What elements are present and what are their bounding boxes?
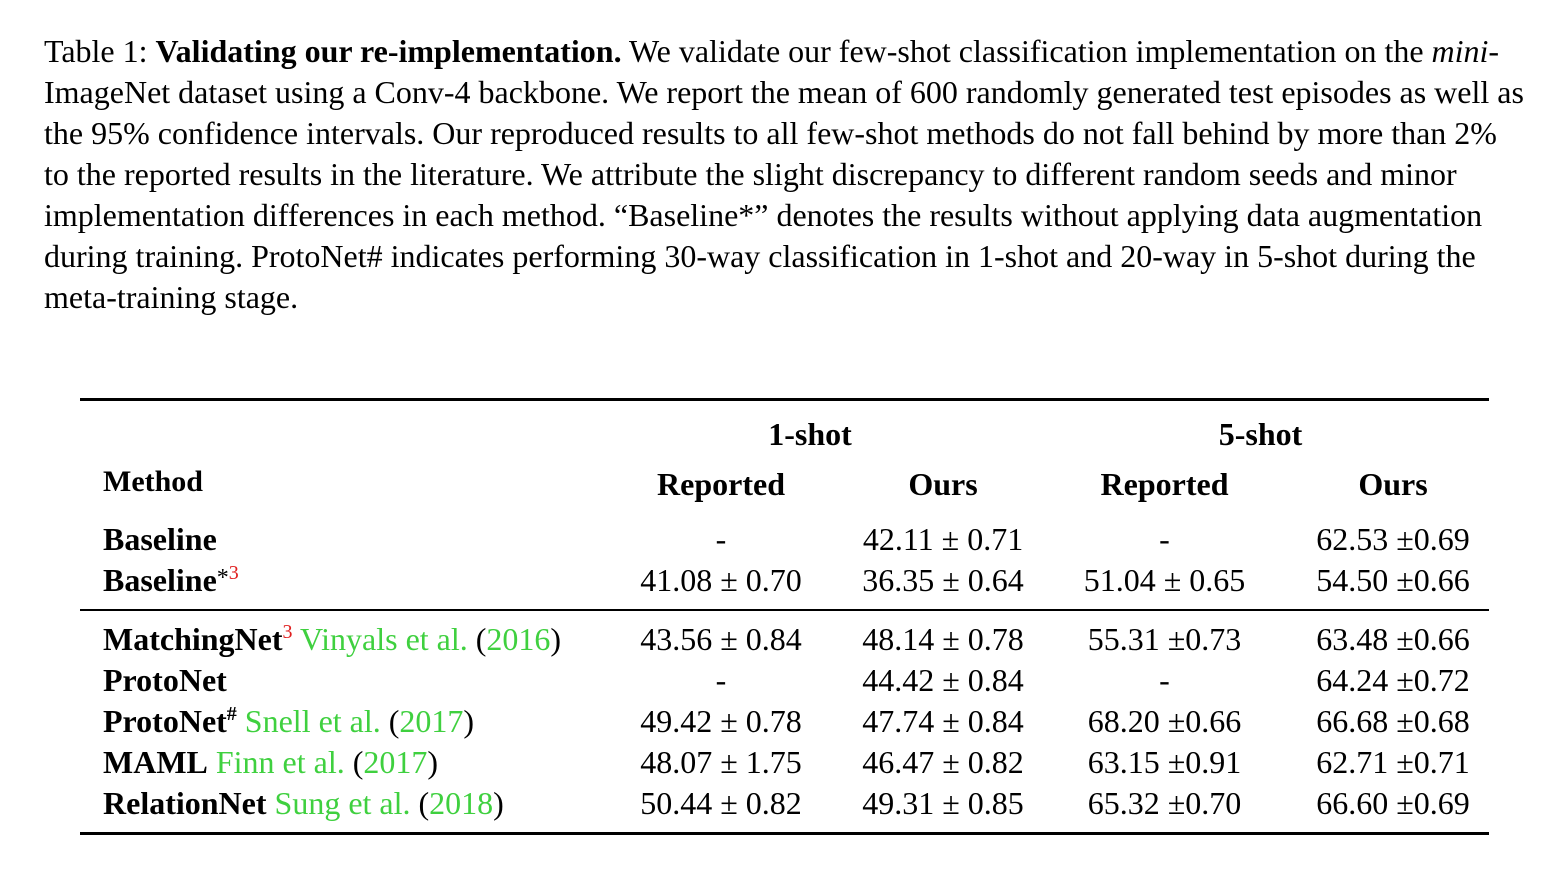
- citation-year[interactable]: 2016: [486, 621, 551, 657]
- citation-authors[interactable]: Sung et al.: [274, 785, 411, 821]
- results-table: [80, 398, 1489, 835]
- citation-authors[interactable]: Finn et al.: [215, 744, 345, 780]
- column-header-reported-1shot: Reported: [657, 466, 785, 502]
- footnote-ref[interactable]: 3: [228, 562, 239, 584]
- cell-reported-1shot: 43.56 ± 0.84: [640, 621, 802, 657]
- cell-reported-1shot: -: [715, 662, 727, 698]
- cell-reported-1shot: 49.42 ± 0.78: [640, 703, 802, 739]
- column-header-reported-5shot: Reported: [1100, 466, 1229, 502]
- cell-reported-5shot: 55.31 ±0.73: [1087, 621, 1242, 657]
- cell-reported-1shot: 41.08 ± 0.70: [640, 562, 802, 598]
- group-header-5shot: 5-shot: [1218, 416, 1303, 452]
- group-header-empty: [80, 400, 588, 454]
- cell-ours-5shot: 66.68 ±0.68: [1316, 703, 1470, 739]
- method-name: Baseline: [103, 521, 217, 557]
- citation-year[interactable]: 2018: [429, 785, 494, 821]
- cell-reported-5shot: 63.15 ±0.91: [1087, 744, 1242, 780]
- cell-reported-5shot: 68.20 ±0.66: [1087, 703, 1242, 739]
- group-header-1shot: 1-shot: [768, 416, 852, 452]
- citation-year[interactable]: 2017: [399, 703, 464, 739]
- cell-reported-5shot: 51.04 ± 0.65: [1083, 562, 1246, 598]
- method-name: MatchingNet: [103, 621, 283, 657]
- cell-ours-1shot: 47.74 ± 0.84: [862, 703, 1024, 739]
- method-name: MAML: [103, 744, 208, 780]
- caption-label: Table 1:: [44, 33, 148, 69]
- cell-ours-1shot: 36.35 ± 0.64: [862, 562, 1024, 598]
- method-cell: RelationNet Sung et al. (2018): [103, 785, 504, 821]
- footnote-ref[interactable]: 3: [282, 621, 293, 643]
- table-row: [80, 560, 1489, 610]
- column-header-method: Method: [103, 465, 203, 498]
- cell-ours-5shot: 66.60 ±0.69: [1316, 785, 1470, 821]
- cell-reported-5shot: 65.32 ±0.70: [1087, 785, 1242, 821]
- cell-ours-5shot: 63.48 ±0.66: [1316, 621, 1470, 657]
- cell-reported-1shot: 48.07 ± 1.75: [640, 744, 802, 780]
- method-cell: ProtoNet# Snell et al. (2017): [103, 703, 475, 739]
- citation-authors[interactable]: Vinyals et al.: [299, 621, 468, 657]
- cell-ours-1shot: 48.14 ± 0.78: [862, 621, 1024, 657]
- method-name: ProtoNet: [103, 703, 227, 739]
- table-row: [80, 701, 1489, 742]
- caption-text-2: -ImageNet dataset using a Conv-4 backbone. We report the mean of 600 randomly generated test episodes as well as the 95% confidence intervals. Our reproduced results to all few-shot methods do not fall behind by more than 2% to the reported results in the literature. We attribute the slight discrepancy to different random seeds and minor implementation differences in each method. “Baseline*” denotes the results without applying data augmentation during training. ProtoNet# indicates performing 30-way classification in 1-shot and 20-way in 5-shot during the meta-training stage.: [44, 33, 1524, 315]
- cell-ours-1shot: 46.47 ± 0.82: [862, 744, 1024, 780]
- table-row: [80, 742, 1489, 783]
- cell-reported-1shot: -: [715, 521, 727, 557]
- caption-italic: mini: [1431, 33, 1489, 69]
- cell-ours-1shot: 49.31 ± 0.85: [862, 785, 1024, 821]
- caption-title: Validating our re-implementation.: [155, 33, 622, 69]
- table-body: [80, 511, 1489, 834]
- cell-ours-5shot: 64.24 ±0.72: [1316, 662, 1470, 698]
- group-header-row: [80, 400, 1489, 454]
- method-name: Baseline: [103, 562, 217, 598]
- column-header-ours-5shot: Ours: [1358, 466, 1428, 502]
- cell-ours-1shot: 44.42 ± 0.84: [862, 662, 1024, 698]
- asterisk-mark: *: [216, 565, 229, 591]
- table-row: [80, 511, 1489, 560]
- citation-authors[interactable]: Snell et al.: [244, 703, 381, 739]
- cell-reported-1shot: 50.44 ± 0.82: [640, 785, 802, 821]
- cell-ours-5shot: 54.50 ±0.66: [1316, 562, 1470, 598]
- method-cell: MatchingNet$^3$ Vinyals et al. (2016): [103, 621, 562, 657]
- hash-mark: #: [226, 703, 237, 725]
- cell-ours-5shot: 62.53 ±0.69: [1316, 521, 1470, 557]
- method-cell: [80, 560, 588, 610]
- method-cell: MAML Finn et al. (2017): [103, 744, 439, 780]
- cell-reported-5shot: -: [1159, 662, 1170, 698]
- cell-ours-1shot: 42.11 ± 0.71: [862, 521, 1024, 557]
- column-header-row: [80, 453, 1489, 511]
- table-row: [80, 660, 1489, 701]
- citation-year[interactable]: 2017: [363, 744, 428, 780]
- method-name: ProtoNet: [103, 662, 227, 698]
- column-header-ours-1shot: Ours: [908, 466, 978, 502]
- results-table-container: [80, 398, 1489, 835]
- table-row: [80, 610, 1489, 660]
- caption-text-1: We validate our few-shot classification implementation on the: [629, 33, 1424, 69]
- method-cell: [80, 511, 588, 560]
- method-name: RelationNet: [103, 785, 267, 821]
- cell-reported-5shot: -: [1159, 521, 1170, 557]
- table-row: [80, 783, 1489, 834]
- table-caption: [44, 31, 1524, 318]
- cell-ours-5shot: 62.71 ±0.71: [1316, 744, 1470, 780]
- method-cell: [80, 660, 588, 701]
